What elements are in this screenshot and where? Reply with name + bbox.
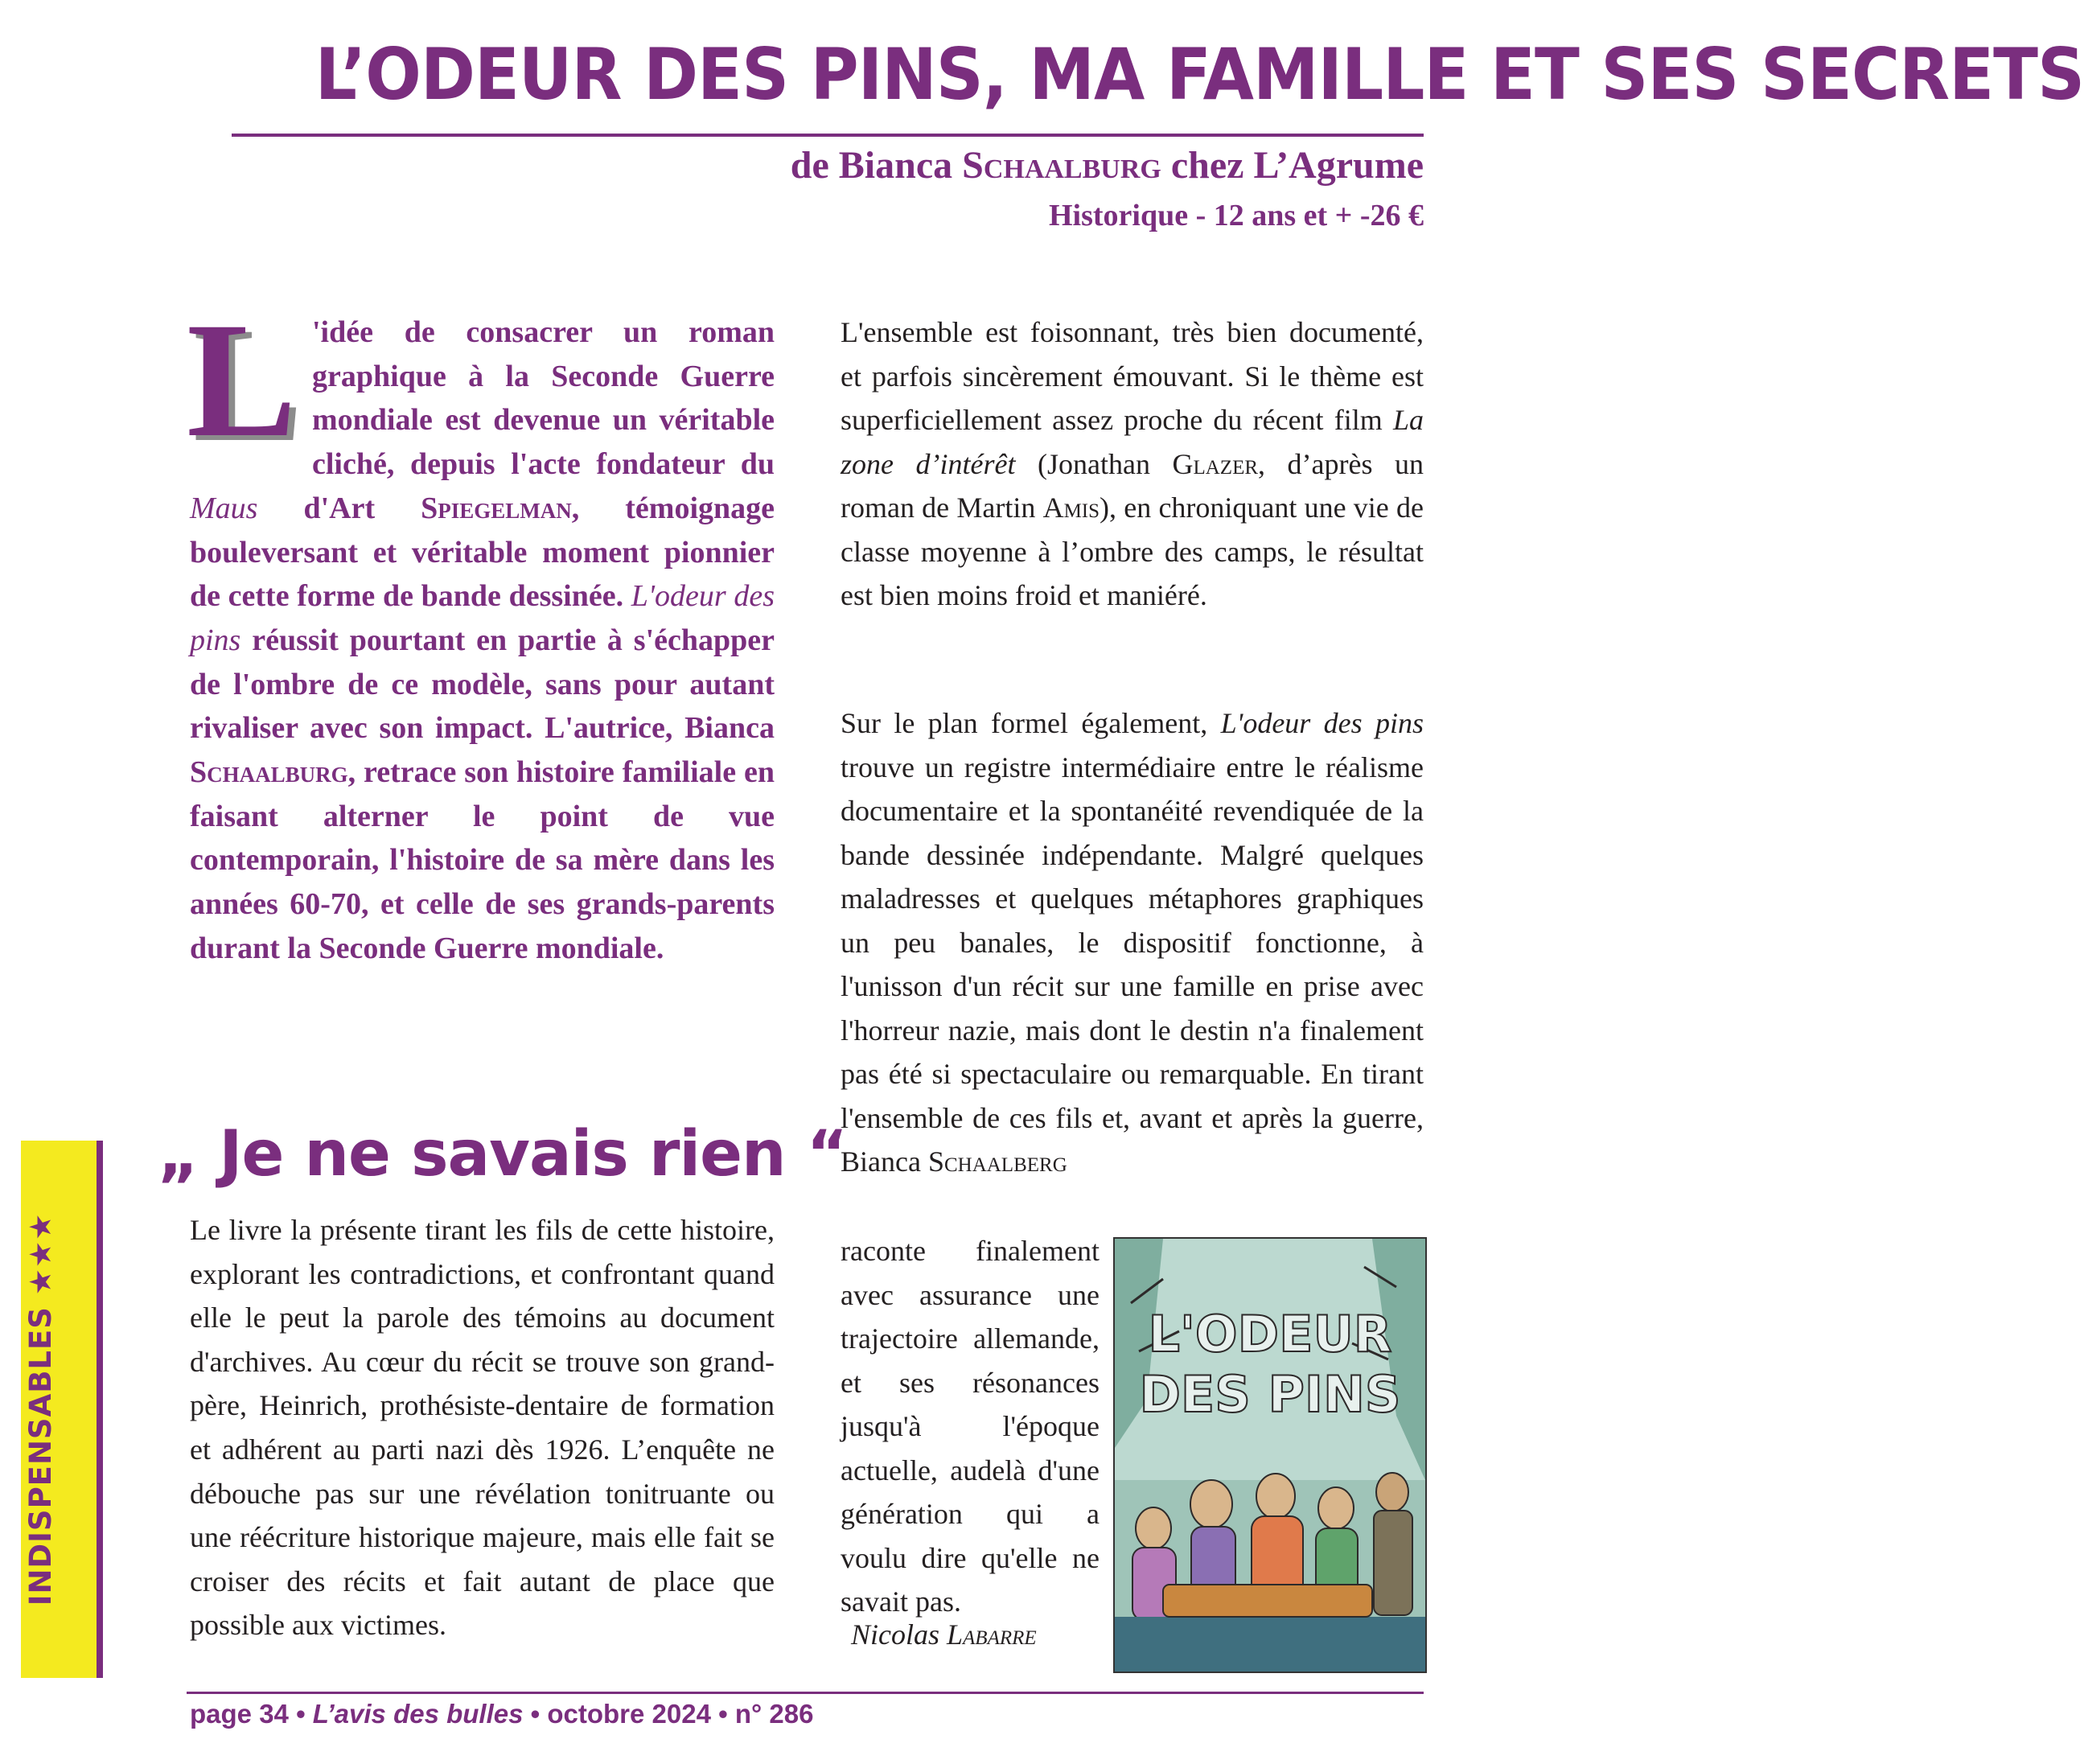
footer-page: page 34 •: [190, 1699, 313, 1729]
name-schaalburg: Schaalburg: [190, 755, 348, 790]
title-maus: Maus: [190, 491, 258, 525]
book-cover-image: [1113, 1237, 1427, 1673]
drop-cap: L: [187, 289, 297, 471]
name-spiegelman: Spiegelman: [421, 491, 572, 525]
page-footer: [190, 1699, 813, 1729]
rating-label: INDISPENSABLES ★★★: [23, 1212, 58, 1606]
title-divider: [232, 134, 1424, 137]
name-amis: Amis: [1042, 491, 1100, 524]
right2-text-b: trouve un registre intermédiaire entre le réalisme documentaire et la spontanéité revendiquée de la bande dessinée indépendante. Malgré quelques maladresses et quelques métaphores graphiques un peu banales, le dispositif fonctionne, à l'unisson d'un récit sur une famille en prise avec l'horreur nazie, mais dont le destin n'a finalement pas été si spectaculaire ou remarquable. En tirant l'ensemble de ces fils et, avant et après la guerre, Bianca: [841, 750, 1424, 1178]
right-text-b: (Jonathan: [1015, 447, 1173, 480]
name-schaalberg: Schaalberg: [927, 1145, 1067, 1178]
intro-text-e: , retrace son histoire familiale en faisant alterner le point de vue contemporain, l'histoire de sa mère dans les années 60-70, et celle de ses grands-parents durant la Seconde Guerre mondiale.: [190, 755, 775, 965]
body-paragraph-right-2: [841, 701, 1424, 1184]
cover-title-line1: L'ODEUR: [1148, 1305, 1392, 1363]
byline-publisher: chez L’Agrume: [1161, 144, 1424, 187]
body-paragraph-left: Le livre la présente tirant les fils de cette histoire, explorant les contradictions, et confrontant quand elle le peut la parole des témoins au document d'archives. Au cœur du récit se trouve son grand-père, Heinrich, prothésiste-dentaire de formation et adhérent au parti nazi dès 1926. L’enquête ne débouche pas sur une révélation tonitruante ou une réécriture historique majeure, mais elle fait se croiser des récits et fait autant de place que possible aux victimes.: [190, 1214, 775, 1642]
body-paragraph-right-1: [841, 310, 1424, 618]
right-text-c: , d’après un roman de Martin: [841, 447, 1424, 524]
byline-author: Schaalburg: [962, 144, 1161, 187]
byline: [791, 143, 1424, 187]
title-odeur-des-pins: L'odeur des pins: [190, 579, 775, 657]
body-paragraph-right-3: raconte finalement avec assurance une trajectoire allemande, et ses résonances jusqu'à l'époque actuelle, audelà d'une génération qui a voulu dire qu'elle ne savait pas.: [841, 1235, 1100, 1618]
right2-text-a: Sur le plan formel également,: [841, 707, 1221, 739]
footer-issue: • octobre 2024 • n° 286: [523, 1699, 814, 1729]
title-odeur-des-pins-2: L'odeur des pins: [1220, 707, 1424, 739]
author-signature: [851, 1618, 1037, 1651]
intro-text-b: d'Art: [257, 491, 421, 525]
cover-title-line2: DES PINS: [1139, 1365, 1401, 1424]
footer-magazine: L’avis des bulles: [312, 1699, 524, 1729]
signature-last-name: Labarre: [947, 1618, 1037, 1651]
film-title: La zone d’intérêt: [841, 404, 1424, 480]
genre-age-price: Historique - 12 ans et + -26 €: [1048, 199, 1424, 232]
name-glazer: Glazer: [1172, 447, 1259, 480]
intro-paragraph: [187, 289, 775, 971]
cover-illustration: [1115, 1239, 1425, 1671]
pull-quote: „ Je ne savais rien “: [158, 1118, 847, 1190]
article-title: L’ODEUR DES PINS, MA FAMILLE ET SES SECRETS: [314, 33, 2084, 116]
intro-text-d: réussit pourtant en partie à s'échapper de l'ombre de ce modèle, sans pour autant rivaliser avec son impact. L'autrice, Bianca: [190, 623, 775, 746]
intro-text-a: 'idée de consacrer un roman graphique à la Seconde Guerre mondiale est devenue un véritable cliché, depuis l'acte fondateur du: [312, 315, 775, 482]
banner-edge: [97, 1141, 103, 1678]
right-text-a: L'ensemble est foisonnant, très bien documenté, et parfois sincèrement émouvant. Si le thème est superficiellement assez proche du récent film: [841, 316, 1424, 436]
byline-prefix: de Bianca: [790, 144, 963, 187]
intro-text-c: , témoignage bouleversant et véritable moment pionnier de cette forme de bande dessinée.: [190, 491, 775, 614]
footer-divider: [187, 1692, 1424, 1694]
right-text-d: ), en chroniquant une vie de classe moyenne à l’ombre des camps, le résultat est bien moins froid et maniéré.: [841, 491, 1424, 611]
signature-first-name: Nicolas: [851, 1618, 947, 1651]
